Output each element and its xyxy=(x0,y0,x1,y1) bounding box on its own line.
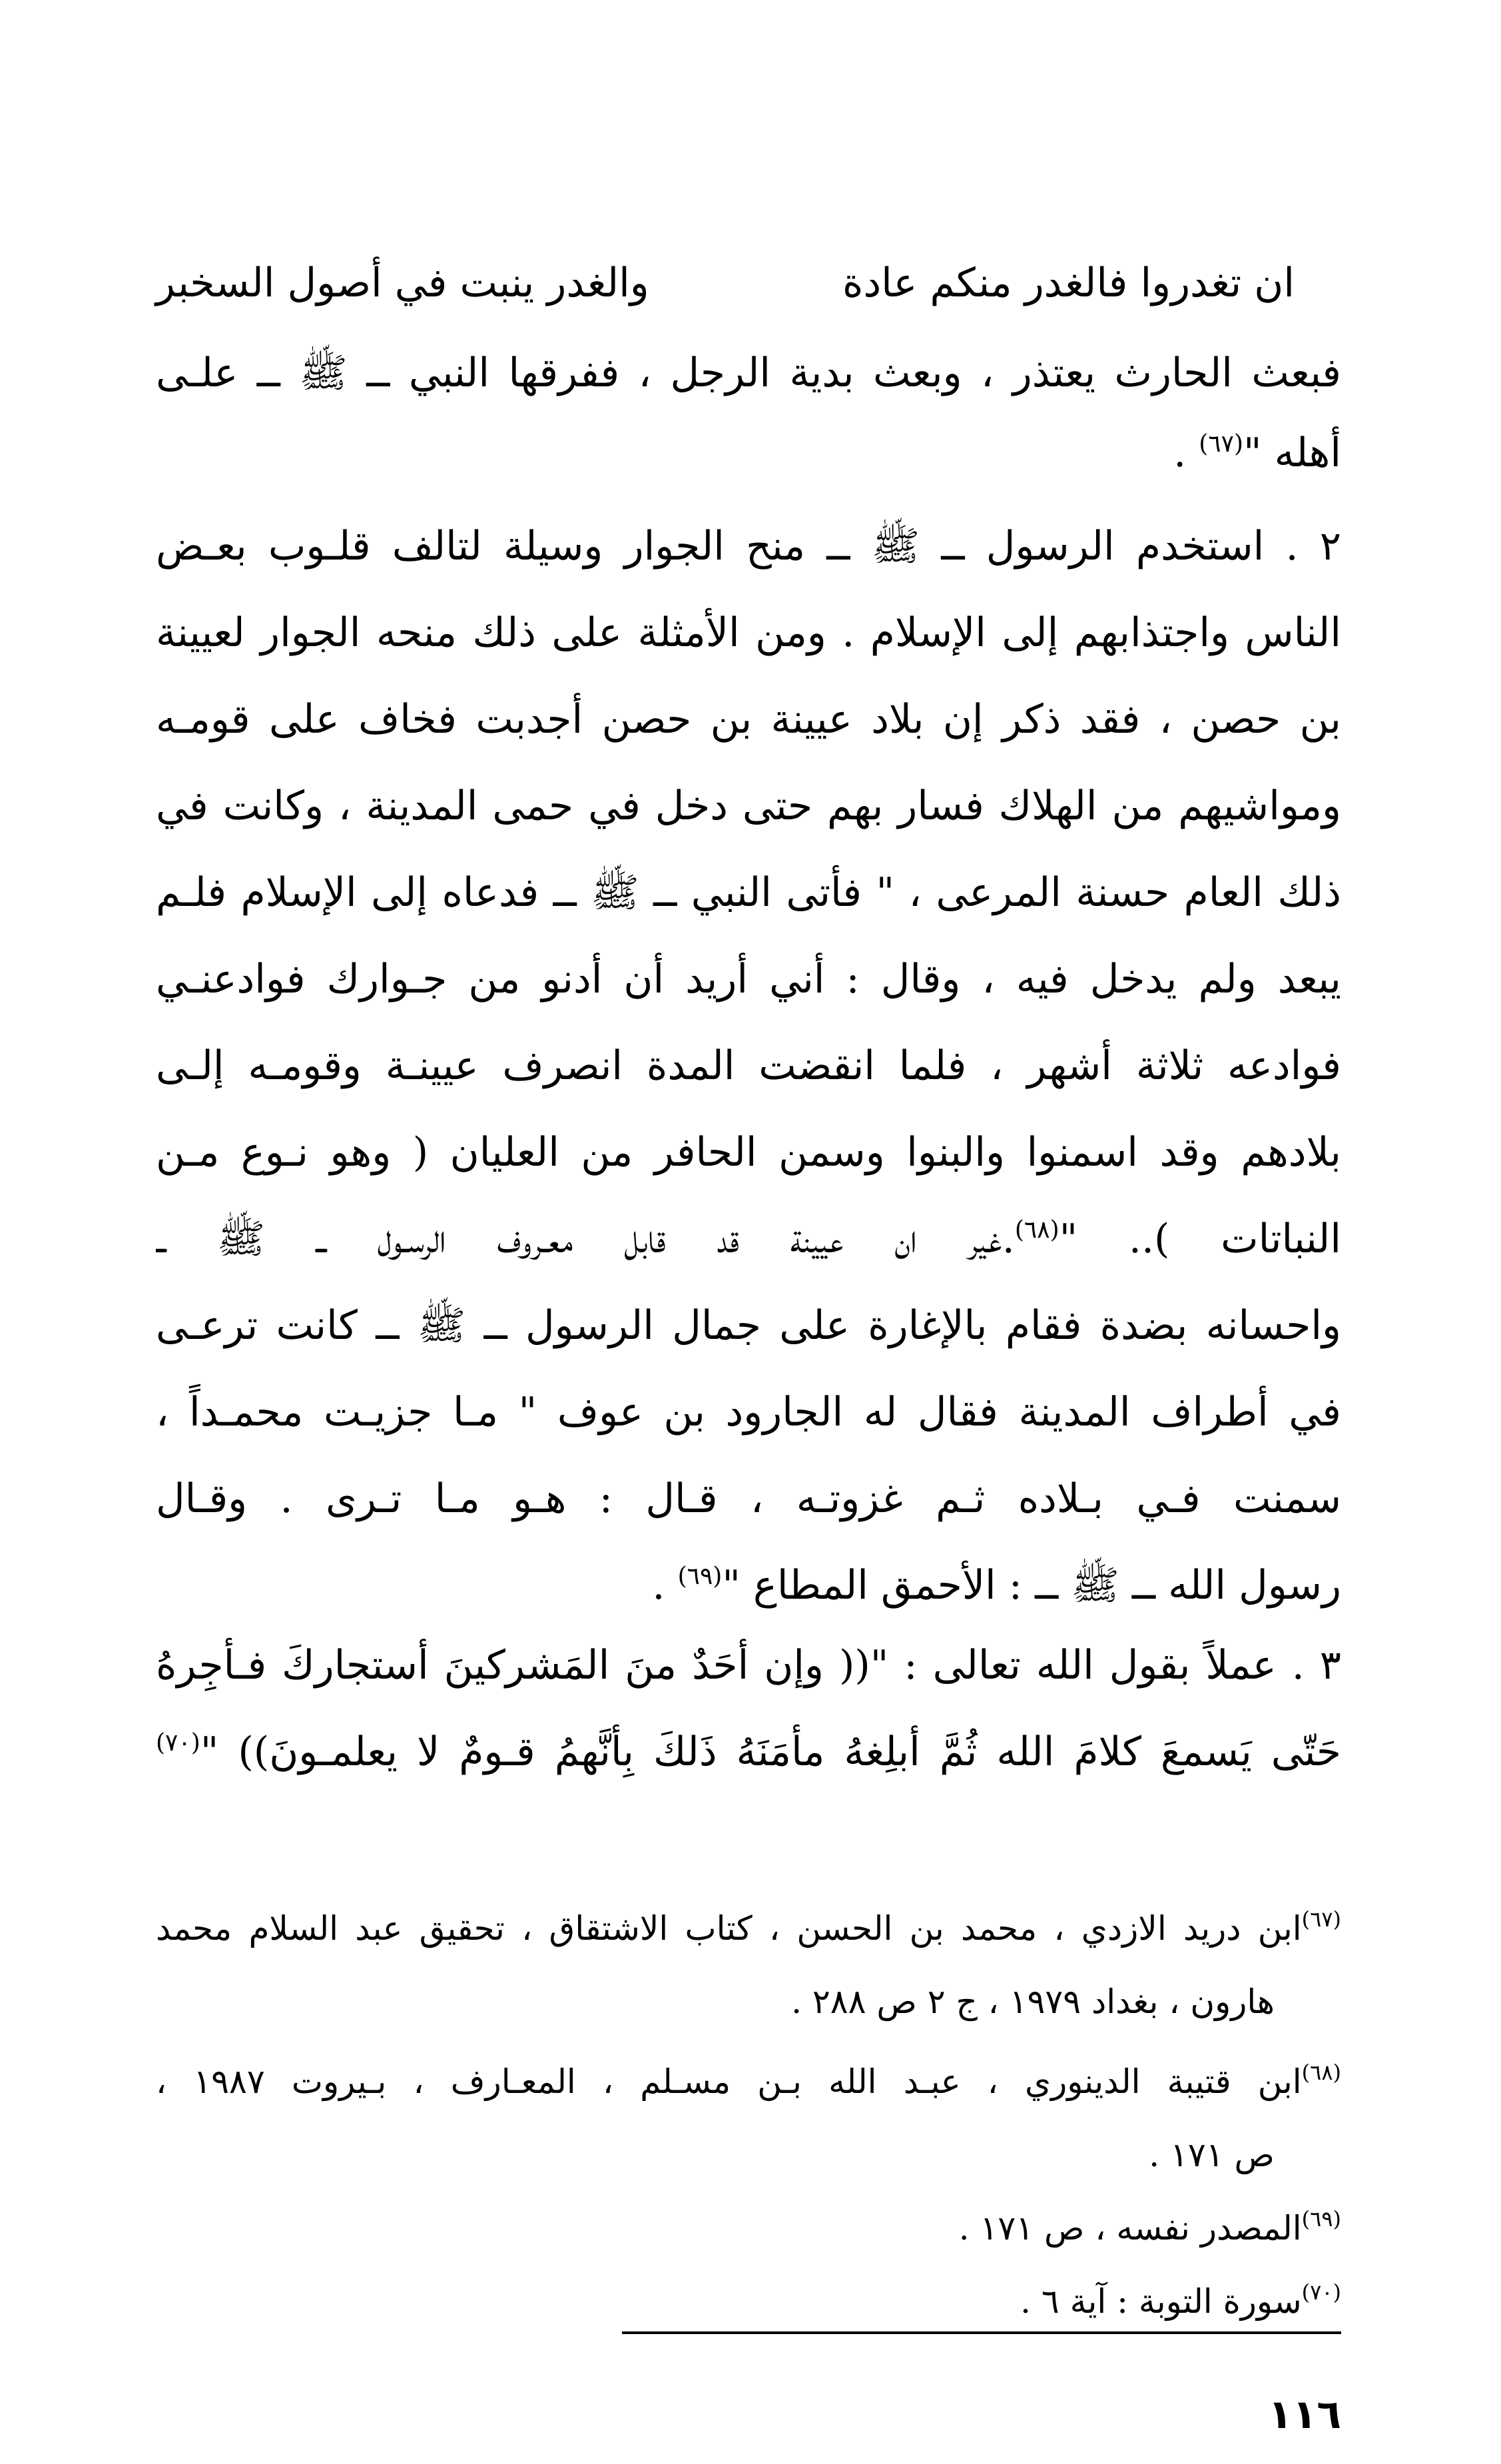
body-line: النباتات ).. "$^{(٦٨)}$.غير ان عيينة قد قابل معـروف الرسـول ــ ﷺ ــ xyxy=(156,1216,1341,1262)
footnote-reference: (٧٠) xyxy=(156,1729,200,1757)
body-line: فوادعه ثلاثة أشهر ، فلما انقضت المدة انصرف عيينـة وقومـه إلـى xyxy=(156,1042,1341,1089)
body-line: ذلك العام حسنة المرعى ، " فأتى النبي ــ ﷺ ــ فدعاه إلى الإسلام فلـم xyxy=(156,869,1341,916)
body-line: ومواشيهم من الهلاك فسار بهم حتى دخل في حمى المدينة ، وكانت في xyxy=(156,783,1341,829)
footnote: $^{(٦٧)}$ابن دريد الازدي ، محمد بن الحسن ، كتاب الاشتقاق ، تحقيق عبد السلام محمد xyxy=(156,1906,1341,1948)
page-number: ١١٦ xyxy=(1268,2391,1341,2438)
body-line: ٣ . عملاً بقول الله تعالى : "(( وإن أحَدٌ منَ المَشركينَ أستجاركَ فـأجِرهُ xyxy=(156,1642,1341,1689)
footnote-continuation: ص ١٧١ . xyxy=(1149,2136,1275,2174)
body-line: في أطراف المدينة فقال له الجارود بن عوف " مـا جزيـت محمـداً ، xyxy=(156,1389,1341,1436)
body-line: يبعد ولم يدخل فيه ، وقال : أني أريد أن أدنو من جـوارك فوادعنـي xyxy=(156,956,1341,1003)
footnote-reference: (٦٨) xyxy=(1014,1216,1059,1244)
body-line: واحسانه بضدة فقام بالإغارة على جمال الرسول ــ ﷺ ــ كانت ترعـى xyxy=(156,1302,1341,1349)
footnote: $^{(٧٠)}$سورة التوبة : آية ٦ . xyxy=(1020,2279,1341,2321)
body-line: ٢ . استخدم الرسول ــ ﷺ ــ منح الجوار وسيلة لتالف قلـوب بعـض xyxy=(156,523,1341,570)
verse-second-hemistich: والغدر ينبت في أصول السخبر xyxy=(156,260,649,306)
verse-first-hemistich: ان تغدروا فالغدر منكم عادة xyxy=(842,260,1295,306)
footnote-marker: (٦٧) xyxy=(1301,1906,1341,1932)
body-line: فبعث الحارث يعتذر ، وبعث بدية الرجل ، ففرقها النبي ــ ﷺ ــ علـى xyxy=(156,350,1341,396)
body-line: حَتّى يَسمعَ كلامَ الله ثُمَّ أبلِغهُ مأمَنَهُ ذَلكَ بِأنَّهمُ قـومٌ لا يعلمـونَ)) "$^{(٧٠)}$ xyxy=(156,1729,1341,1775)
body-line: أهله "$^{(٦٧)}$ . xyxy=(1173,430,1341,476)
footnote-continuation: هارون ، بغداد ١٩٧٩ ، ج ٢ ص ٢٨٨ . xyxy=(791,1982,1275,2021)
footnote-marker: (٦٩) xyxy=(1301,2206,1341,2232)
body-line: بن حصن ، فقد ذكر إن بلاد عيينة بن حصن أجدبت فخاف على قومـه xyxy=(156,696,1341,743)
footnote: $^{(٦٨)}$ابن قتيبة الدينوري ، عبـد الله بـن مسـلم ، المعـارف ، بـيروت ١٩٨٧ ، xyxy=(156,2060,1341,2101)
body-line: سمنت فـي بـلاده ثـم غزوتـه ، قـال : هـو مـا تـرى . وقـال xyxy=(156,1475,1341,1522)
footnote: $^{(٦٩)}$المصدر نفسه ، ص ١٧١ . xyxy=(958,2206,1341,2248)
footnote-reference: (٦٩) xyxy=(677,1563,723,1590)
poem-verse xyxy=(156,240,1341,326)
body-line: بلادهم وقد اسمنوا والبنوا وسمن الحافر من العليان ( وهو نـوع مـن xyxy=(156,1129,1341,1176)
body-line: رسول الله ــ ﷺ ــ : الأحمق المطاع "$^{(٦٩)}$ . xyxy=(652,1562,1341,1609)
footnote-reference: (٦٧) xyxy=(1199,430,1243,458)
body-line: الناس واجتذابهم إلى الإسلام . ومن الأمثلة على ذلك منحه الجوار لعيينة xyxy=(156,610,1341,656)
footnote-marker: (٧٠) xyxy=(1301,2279,1341,2305)
footnote-marker: (٦٨) xyxy=(1301,2060,1341,2085)
